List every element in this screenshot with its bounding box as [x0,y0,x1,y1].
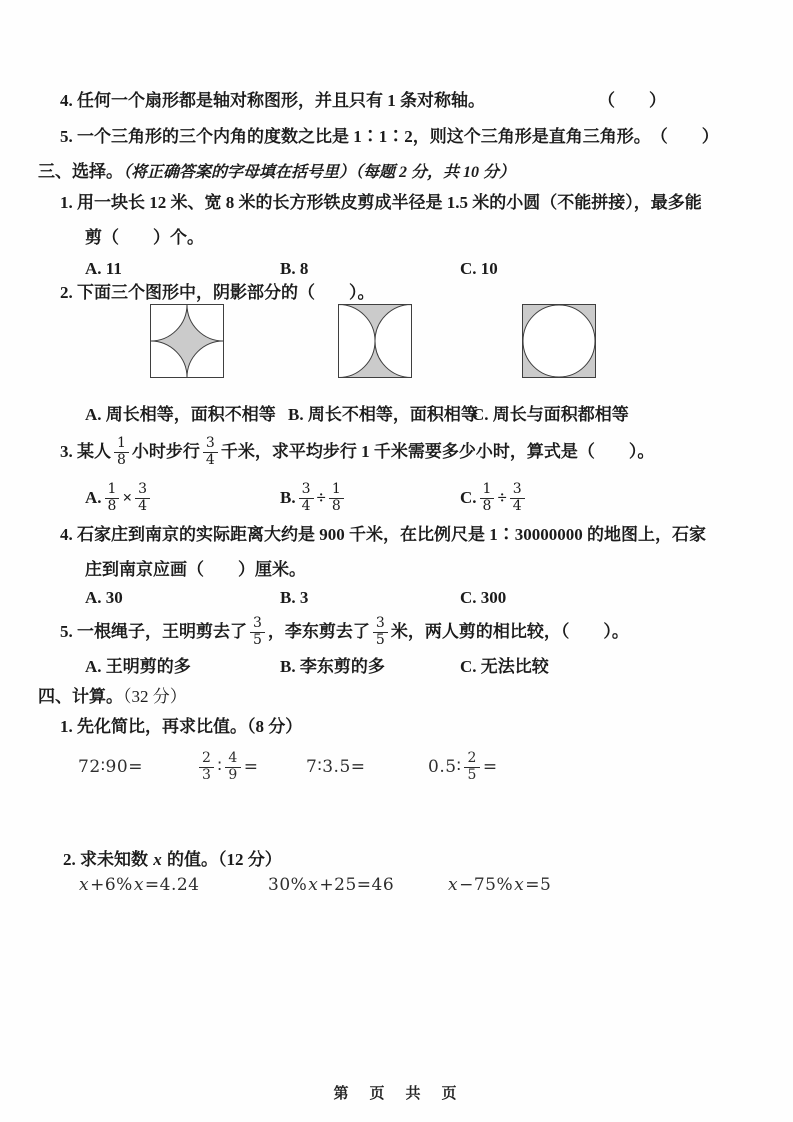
section3-heading [38,161,515,184]
q3-option-a: A. $\frac{1}{8}$ × $\frac{3}{4}$ [85,482,280,514]
section4-heading [38,686,187,708]
fraction-2-5: $\frac{2}{5}$ [464,751,479,783]
fraction-2-3: $\frac{2}{3}$ [199,751,214,783]
equation-1: x +6% x =4.24 [79,875,200,895]
q5-option-a: A. 王明剪的多 [85,657,191,676]
equation-2: 30% x +25=46 [268,875,395,895]
q2-option-c: C. 周长与面积都相等 [472,405,629,424]
section4-title: 四、计算。 [38,687,123,706]
figure-square-inscribed-circle [522,304,596,378]
divide-operator: ÷ [316,488,326,507]
q4-options [85,587,506,609]
q4-line2: 庄到南京应画（ ）厘米。 [85,560,306,579]
q2-options [85,404,629,426]
judge-item-5-text: 5. 一个三角形的三个内角的度数之比是 1∶1∶2，则这个三角形是直角三角形。 [60,127,651,146]
judge-item-5-answer-brackets: （ ） [650,127,719,146]
judge-item-5 [60,126,719,148]
figure-square-corner-arcs [150,304,224,378]
q4-option-a: A. 30 [85,588,123,607]
equals-sign: = [243,757,259,777]
q1-line1: 1. 用一块长 12 米、宽 8 米的长方形铁皮剪成半径是 1.5 米的小圆（不能拼接），最多能 [60,193,702,212]
section3-title: 三、选择。 [38,162,123,181]
fraction-1-8: $\frac{1}{8}$ [480,482,495,514]
calc1-expressions [78,745,498,789]
section4-score: （32 分） [123,687,187,706]
inscribed-circle [523,305,595,377]
ratio-colon: ∶ [217,757,223,777]
q5-text [60,612,629,652]
q2-option-b: B. 周长不相等，面积相等 [288,405,478,424]
q2-option-a: A. 周长相等，面积不相等 [85,405,276,424]
equals-sign: = [482,757,498,777]
calc1-title: 1. 先化简比，再求比值。（8 分） [60,717,303,736]
q3-pre: 3. 某人 [60,442,111,461]
q5-options [85,656,549,678]
variable-x: x [153,850,162,869]
fraction-4-9: $\frac{4}{9}$ [225,751,240,783]
figure-square-two-semicircles [338,304,412,378]
q5-pre: 5. 一根绳子，王明剪去了 [60,622,247,641]
q3-text [60,432,654,472]
page-footer: 第 页 共 页 [333,1086,460,1102]
q1-option-b: B. 8 [280,259,309,278]
calc1-expr-4-pre: 0.5∶ [428,757,462,777]
q2-text: 2. 下面三个图形中，阴影部分的（ ）。 [60,283,375,302]
q3-option-c: C. $\frac{1}{8}$ ÷ $\frac{3}{4}$ [460,482,528,514]
q5-mid: ，李东剪去了 [267,622,370,641]
q3-post: 千米，求平均步行 1 千米需要多少小时，算式是（ ）。 [220,442,655,461]
fraction-3-4: $\frac{3}{4}$ [510,482,525,514]
equation-3: x −75% x =5 [448,875,552,895]
q5-option-b: B. 李东剪的多 [280,657,385,676]
calc2-title: 2. 求未知数 x 的值。（12 分） [63,850,282,869]
fraction-1-8: $\frac{1}{8}$ [114,436,129,468]
q3-mid: 小时步行 [131,442,200,461]
q4-line1: 4. 石家庄到南京的实际距离大约是 900 千米，在比例尺是 1∶30000000 的地图上，石家 [60,525,706,544]
q4-option-b: B. 3 [280,588,309,607]
calc1-expr-2 [196,751,306,783]
multiply-operator: × [122,488,133,507]
q3-option-b: B. $\frac{3}{4}$ ÷ $\frac{1}{8}$ [280,482,460,514]
q5-post: 米，两人剪的相比较，（ ）。 [390,622,629,641]
judge-item-4-text: 4. 任何一个扇形都是轴对称图形，并且只有 1 条对称轴。 [60,91,485,110]
calc1-expr-4 [428,751,498,783]
divide-operator: ÷ [497,488,507,507]
q4-option-c: C. 300 [460,588,507,607]
judge-item-4-answer-brackets: （ ） [598,91,666,110]
calc1-expr-3: 7∶3.5= [306,757,366,777]
calc2-equations [78,874,551,896]
fraction-3-5: $\frac{3}{5}$ [373,616,388,648]
judge-item-4 [60,90,666,112]
q2-figures [0,304,793,378]
fraction-1-8: $\frac{1}{8}$ [105,482,120,514]
q1-option-c: C. 10 [460,259,498,278]
q5-option-c: C. 无法比较 [460,657,549,676]
q1-option-a: A. 11 [85,259,122,278]
fraction-3-4: $\frac{3}{4}$ [203,436,218,468]
calc1-expr-1: 72∶90= [78,757,143,777]
q1-options [85,258,498,280]
section3-note: （将正确答案的字母填在括号里）（每题 2 分，共 10 分） [123,164,516,181]
fraction-1-8: $\frac{1}{8}$ [329,482,344,514]
fraction-3-4: $\frac{3}{4}$ [135,482,150,514]
q3-options [85,478,528,518]
fraction-3-5: $\frac{3}{5}$ [250,616,265,648]
fraction-3-4: $\frac{3}{4}$ [299,482,314,514]
q1-line2: 剪（ ）个。 [85,228,204,247]
